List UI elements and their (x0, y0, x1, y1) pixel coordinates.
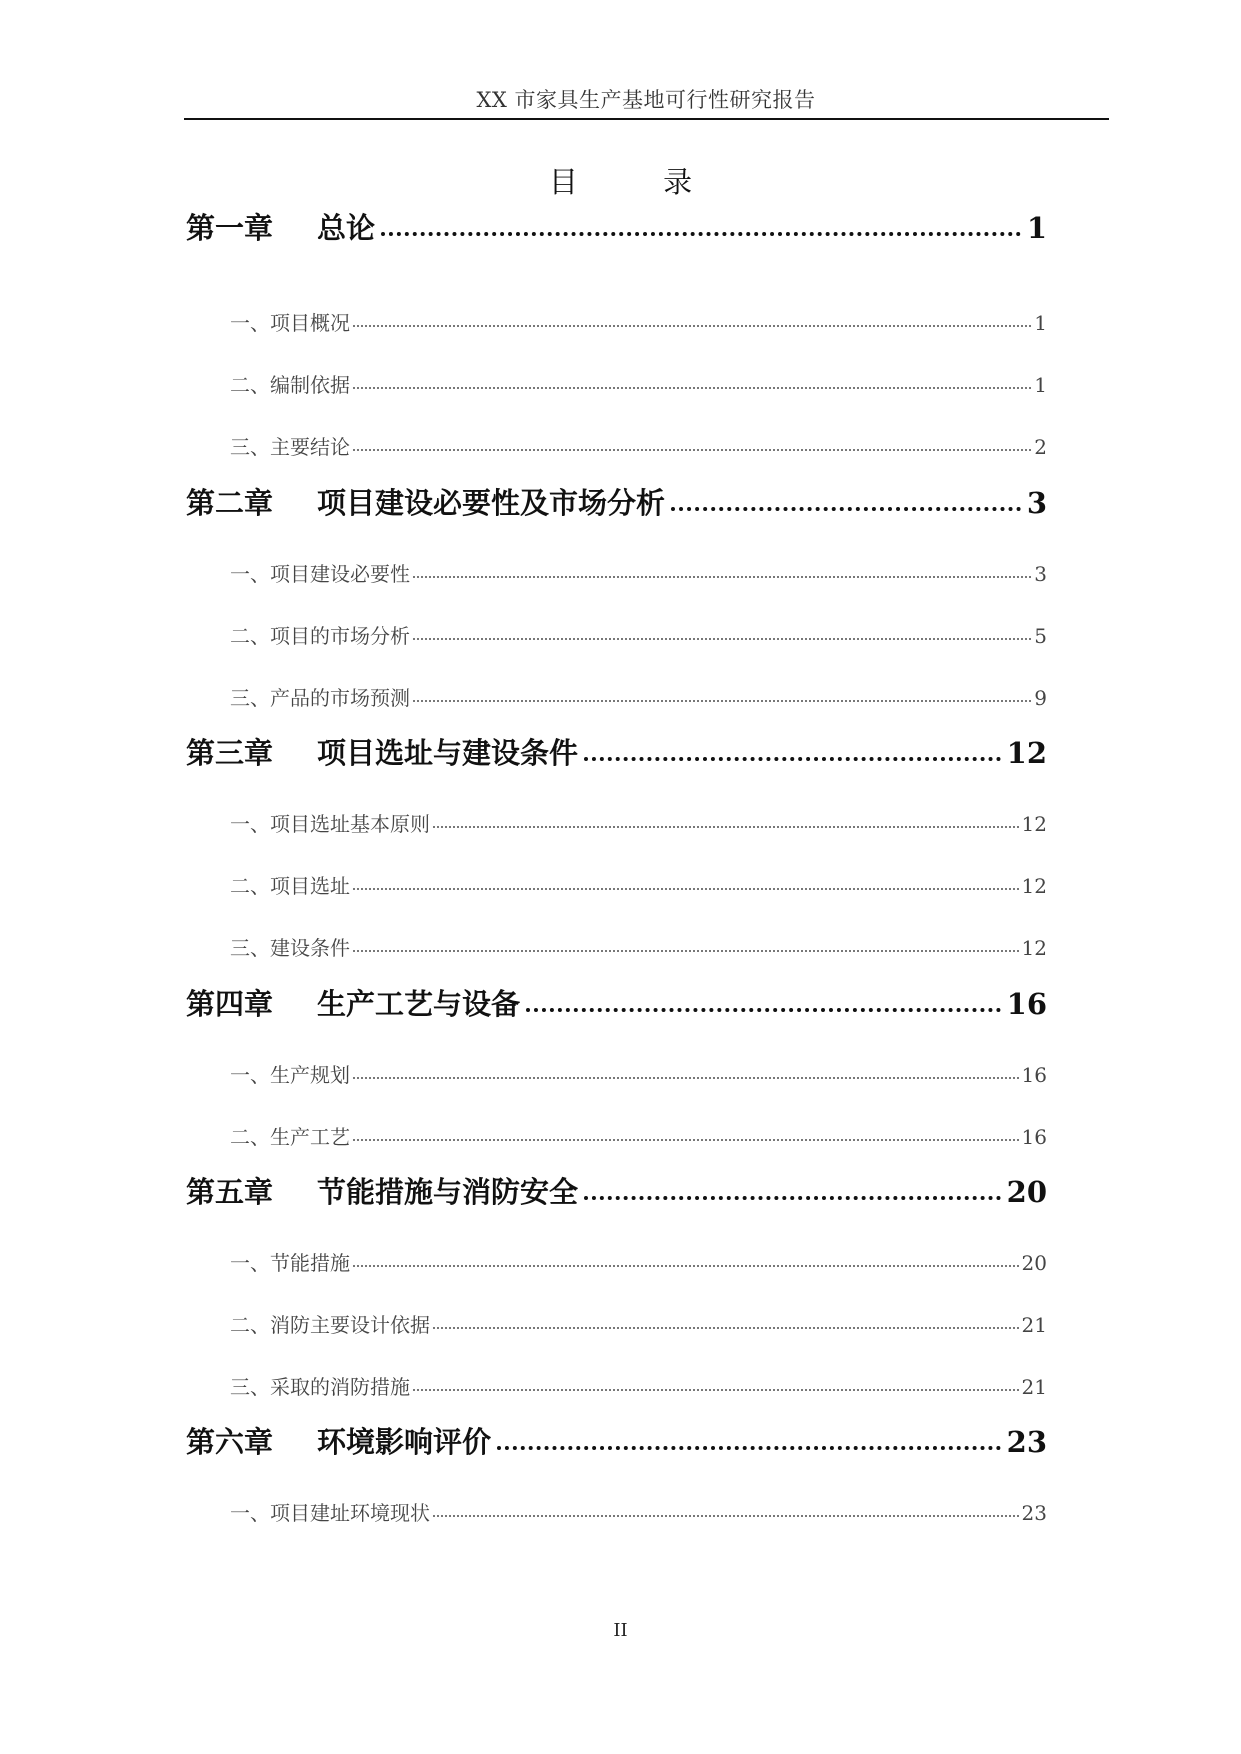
toc-chapter-2[interactable] (186, 481, 1047, 522)
chapter-title: 项目建设必要性及市场分析 (317, 486, 666, 520)
dot-leader (433, 826, 1019, 828)
toc-section[interactable] (230, 1121, 1047, 1150)
footer-page-number: II (613, 1620, 628, 1641)
toc-section[interactable] (230, 558, 1047, 587)
page-number: 1 (1026, 211, 1047, 245)
section-title: 三、采取的消防措施 (230, 1375, 410, 1399)
page-number: 3 (1026, 486, 1047, 520)
toc-section[interactable] (230, 808, 1047, 837)
toc-chapter-1[interactable] (186, 206, 1047, 247)
toc-section[interactable] (230, 431, 1047, 460)
chapter-title: 节能措施与消防安全 (317, 1175, 579, 1209)
section-title: 三、主要结论 (230, 435, 350, 459)
page-number: 12 (1021, 874, 1047, 898)
page-number: 3 (1034, 562, 1047, 586)
dot-leader (413, 638, 1031, 640)
chapter-number: 第五章 (186, 1175, 274, 1209)
toc-chapter-6[interactable] (186, 1420, 1047, 1461)
chapter-title: 环境影响评价 (317, 1425, 492, 1459)
page-number: 20 (1006, 1175, 1047, 1209)
page-number: 16 (1006, 987, 1047, 1021)
section-title: 一、项目建设必要性 (230, 562, 410, 586)
page-header-title: XX 市家具生产基地可行性研究报告 (476, 88, 816, 112)
toc-chapter-5[interactable] (186, 1170, 1047, 1211)
page-number: 5 (1034, 624, 1047, 648)
toc-section[interactable] (230, 932, 1047, 961)
page-number: 23 (1006, 1425, 1047, 1459)
page-number: 1 (1034, 311, 1047, 335)
dot-leader (413, 1389, 1019, 1391)
chapter-number: 第一章 (186, 211, 274, 245)
dot-leader (353, 950, 1019, 952)
section-title: 三、产品的市场预测 (230, 686, 410, 710)
dot-leader (671, 507, 1021, 511)
page-number: 21 (1021, 1375, 1047, 1399)
dot-leader (353, 888, 1019, 890)
chapter-number: 第六章 (186, 1425, 274, 1459)
chapter-number: 第二章 (186, 486, 274, 520)
dot-leader (353, 1265, 1019, 1267)
toc-section[interactable] (230, 682, 1047, 711)
page-number: 2 (1034, 435, 1047, 459)
chapter-title: 项目选址与建设条件 (317, 736, 579, 770)
section-title: 一、节能措施 (230, 1251, 350, 1275)
page-number: 23 (1021, 1501, 1047, 1525)
toc-section[interactable] (230, 307, 1047, 336)
page-number: 12 (1021, 812, 1047, 836)
section-title: 一、项目概况 (230, 311, 350, 335)
page-number: 1 (1034, 373, 1047, 397)
dot-leader (497, 1446, 1001, 1450)
section-title: 一、项目选址基本原则 (230, 812, 430, 836)
toc-section[interactable] (230, 1247, 1047, 1276)
page-number: 12 (1006, 736, 1047, 770)
section-title: 三、建设条件 (230, 936, 350, 960)
dot-leader (413, 700, 1031, 702)
page-number: 9 (1034, 686, 1047, 710)
dot-leader (381, 232, 1021, 236)
toc-section[interactable] (230, 870, 1047, 899)
toc-section[interactable] (230, 620, 1047, 649)
dot-leader (353, 449, 1031, 451)
dot-leader (584, 1196, 1001, 1200)
dot-leader (353, 325, 1031, 327)
page-number: 16 (1021, 1125, 1047, 1149)
page-number: 21 (1021, 1313, 1047, 1337)
toc-section[interactable] (230, 369, 1047, 398)
section-title: 二、项目选址 (230, 874, 350, 898)
dot-leader (526, 1008, 1001, 1012)
toc-section[interactable] (230, 1497, 1047, 1526)
toc-section[interactable] (230, 1059, 1047, 1088)
toc-chapter-3[interactable] (186, 731, 1047, 772)
toc-chapter-4[interactable] (186, 982, 1047, 1023)
section-title: 一、生产规划 (230, 1063, 350, 1087)
section-title: 二、编制依据 (230, 373, 350, 397)
section-title: 二、生产工艺 (230, 1125, 350, 1149)
chapter-number: 第四章 (186, 987, 274, 1021)
toc-section[interactable] (230, 1309, 1047, 1338)
page-number: 16 (1021, 1063, 1047, 1087)
toc-title: 目 录 (548, 165, 731, 199)
dot-leader (353, 1139, 1019, 1141)
toc-section[interactable] (230, 1371, 1047, 1400)
dot-leader (433, 1515, 1019, 1517)
dot-leader (584, 757, 1001, 761)
chapter-title: 总论 (317, 211, 376, 245)
section-title: 一、项目建址环境现状 (230, 1501, 430, 1525)
page-number: 20 (1021, 1251, 1047, 1275)
page-number: 12 (1021, 936, 1047, 960)
section-title: 二、消防主要设计依据 (230, 1313, 430, 1337)
section-title: 二、项目的市场分析 (230, 624, 410, 648)
dot-leader (353, 387, 1031, 389)
dot-leader (413, 576, 1031, 578)
dot-leader (433, 1327, 1019, 1329)
chapter-number: 第三章 (186, 736, 274, 770)
chapter-title: 生产工艺与设备 (317, 987, 521, 1021)
dot-leader (353, 1077, 1019, 1079)
